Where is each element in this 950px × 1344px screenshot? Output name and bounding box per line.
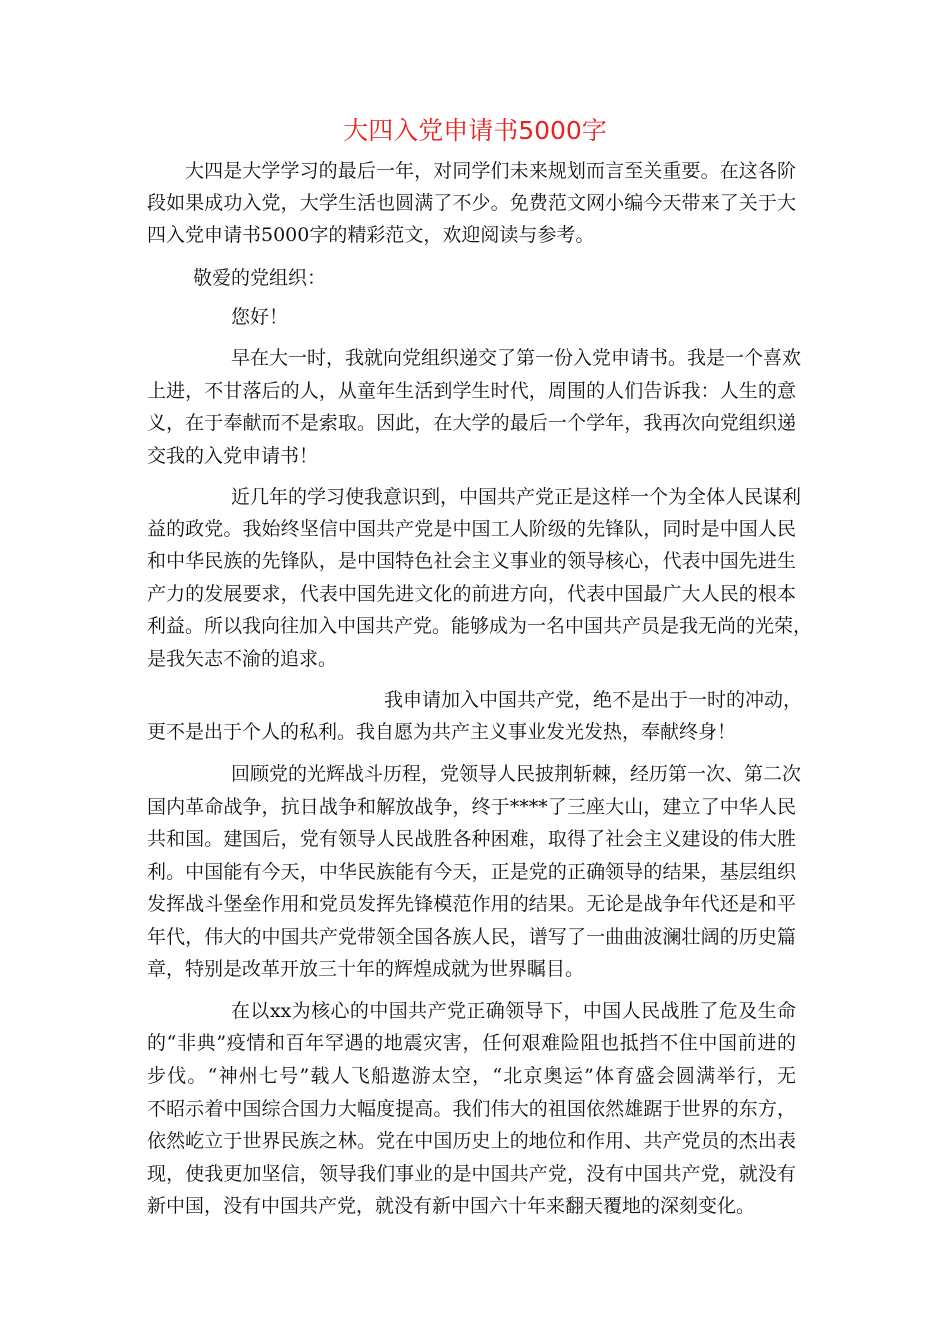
paragraph-line: 章，特别是改革开放三十年的辉煌成就为世界瞩目。 (147, 958, 585, 980)
greeting: 您好！ (231, 306, 289, 328)
paragraph-line: 不昭示着中国综合国力大幅度提高。我们伟大的祖国依然雄踞于世界的东方， (147, 1098, 796, 1120)
paragraph-line: 利益。所以我向往加入中国共产党。能够成为一名中国共产员是我无尚的光荣， (147, 615, 813, 637)
intro-line: 大四是大学学习的最后一年，对同学们未来规划而言至关重要。在这各阶 (185, 160, 796, 182)
paragraph-line: 是我矢志不渝的追求。 (147, 648, 338, 670)
paragraph-line: 的“非典”疫情和百年罕遇的地震灾害，任何艰难险阻也抵挡不住中国前进的 (147, 1032, 796, 1054)
paragraph-line: 在以xx为核心的中国共产党正确领导下，中国人民战胜了危及生命 (231, 1000, 796, 1022)
paragraph-line: 交我的入党申请书！ (147, 445, 319, 467)
paragraph-line: 年代，伟大的中国共产党带领全国各族人民，谱写了一曲曲波澜壮阔的历史篇 (147, 926, 796, 948)
paragraph-line: 义，在于奉献而不是索取。因此，在大学的最后一个学年，我再次向党组织递 (147, 412, 796, 434)
page-title: 大四入党申请书5000字 (343, 116, 607, 145)
paragraph-line: 产力的发展要求，代表中国先进文化的前进方向，代表中国最广大人民的根本 (147, 583, 796, 605)
paragraph-line: 国内革命战争，抗日战争和解放战争，终于****了三座大山，建立了中华人民 (147, 796, 796, 818)
paragraph-line: 新中国，没有中国共产党，就没有新中国六十年来翻天覆地的深刻变化。 (147, 1195, 756, 1217)
paragraph-line: 发挥战斗堡垒作用和党员发挥先锋模范作用的结果。无论是战争年代还是和平 (147, 893, 796, 915)
paragraph-line: 我申请加入中国共产党，绝不是出于一时的冲动， (384, 689, 803, 711)
paragraph-line: 步伐。“神州七号”载人飞船遨游太空，“北京奥运”体育盛会圆满举行，无 (147, 1065, 796, 1087)
paragraph-line: 现，使我更加坚信，领导我们事业的是中国共产党，没有中国共产党，就没有 (147, 1163, 796, 1185)
paragraph-line: 共和国。建国后，党有领导人民战胜各种困难，取得了社会主义建设的伟大胜 (147, 828, 796, 850)
paragraph-line: 早在大一时，我就向党组织递交了第一份入党申请书。我是一个喜欢 (231, 347, 802, 369)
paragraph-line: 和中华民族的先锋队，是中国特色社会主义事业的领导核心，代表中国先进生 (147, 550, 796, 572)
paragraph-line: 近几年的学习使我意识到，中国共产党正是这样一个为全体人民谋利 (231, 486, 802, 508)
paragraph-line: 回顾党的光辉战斗历程，党领导人民披荆斩棘，经历第一次、第二次 (231, 763, 802, 785)
paragraph-line: 更不是出于个人的私利。我自愿为共产主义事业发光发热，奉献终身！ (147, 721, 737, 743)
paragraph-line: 依然屹立于世界民族之林。党在中国历史上的地位和作用、共产党员的杰出表 (147, 1130, 796, 1152)
salutation: 敬爱的党组织： (193, 267, 327, 289)
intro-line: 段如果成功入党，大学生活也圆满了不少。免费范文网小编今天带来了关于大 (147, 192, 796, 214)
intro-line: 四入党申请书5000字的精彩范文，欢迎阅读与参考。 (147, 224, 595, 246)
paragraph-line: 益的政党。我始终坚信中国共产党是中国工人阶级的先锋队，同时是中国人民 (147, 518, 796, 540)
paragraph-line: 利。中国能有今天，中华民族能有今天，正是党的正确领导的结果，基层组织 (147, 861, 796, 883)
paragraph-line: 上进，不甘落后的人，从童年生活到学生时代，周围的人们告诉我：人生的意 (147, 380, 796, 402)
